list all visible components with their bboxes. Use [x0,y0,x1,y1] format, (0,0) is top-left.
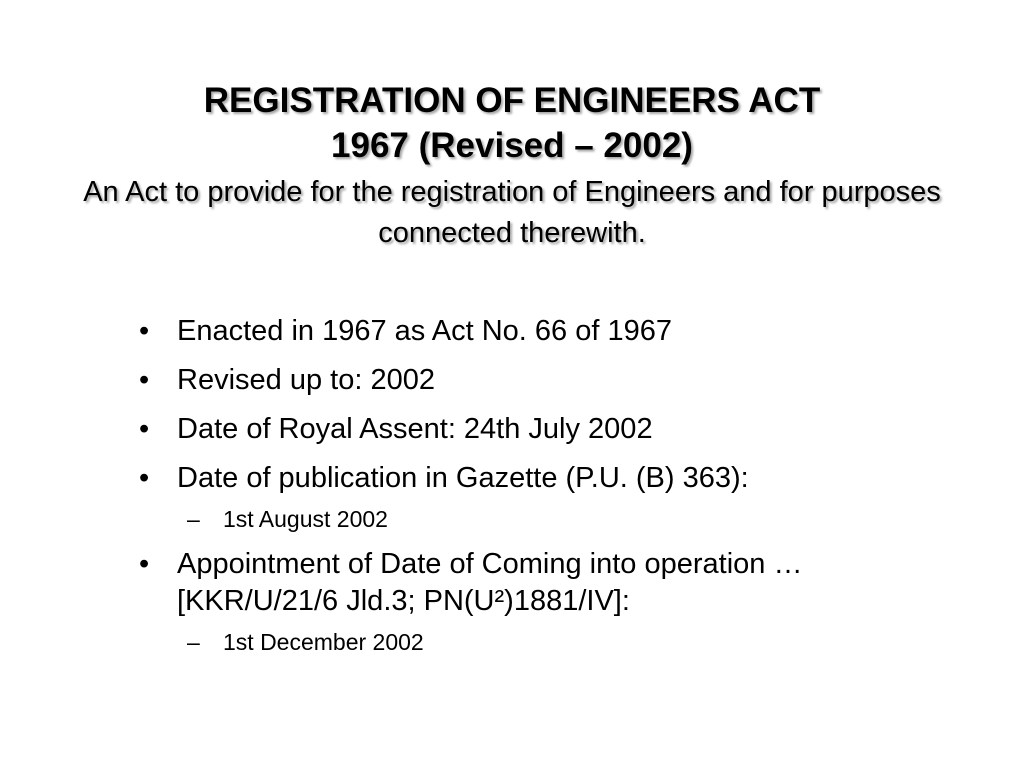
subtitle: An Act to provide for the registration of Engineers and for purposes connected therewith. [83,176,941,249]
title-line-1: REGISTRATION OF ENGINEERS ACT [203,81,821,120]
bullet-marker: • [139,315,150,347]
bullet-text: Revised up to: 2002 [177,364,435,396]
bullet-item [137,362,937,399]
bullet-marker: • [139,413,150,445]
title-line-2: 1967 (Revised – 2002) [331,126,693,165]
bullet-text: Date of Royal Assent: 24th July 2002 [177,413,653,445]
sub-bullet-marker: – [187,629,200,655]
bullet-list [137,313,937,669]
sub-bullet-text: 1st December 2002 [223,629,424,655]
bullet-item [137,460,937,497]
bullet-text: Appointment of Date of Coming into operation … [KKR/U/21/6 Jld.3; PN(U²)1881/IV]: [177,548,803,617]
bullet-item [137,313,937,350]
title-block [0,78,1024,254]
sub-bullet-item [137,628,937,657]
bullet-marker: • [139,548,150,580]
bullet-item [137,546,937,620]
sub-bullet-item [137,505,937,534]
bullet-marker: • [139,364,150,396]
sub-bullet-text: 1st August 2002 [223,506,388,532]
bullet-text: Enacted in 1967 as Act No. 66 of 1967 [177,315,672,347]
bullet-item [137,411,937,448]
bullet-marker: • [139,462,150,494]
bullet-text: Date of publication in Gazette (P.U. (B) 363): [177,462,749,494]
sub-bullet-marker: – [187,506,200,532]
